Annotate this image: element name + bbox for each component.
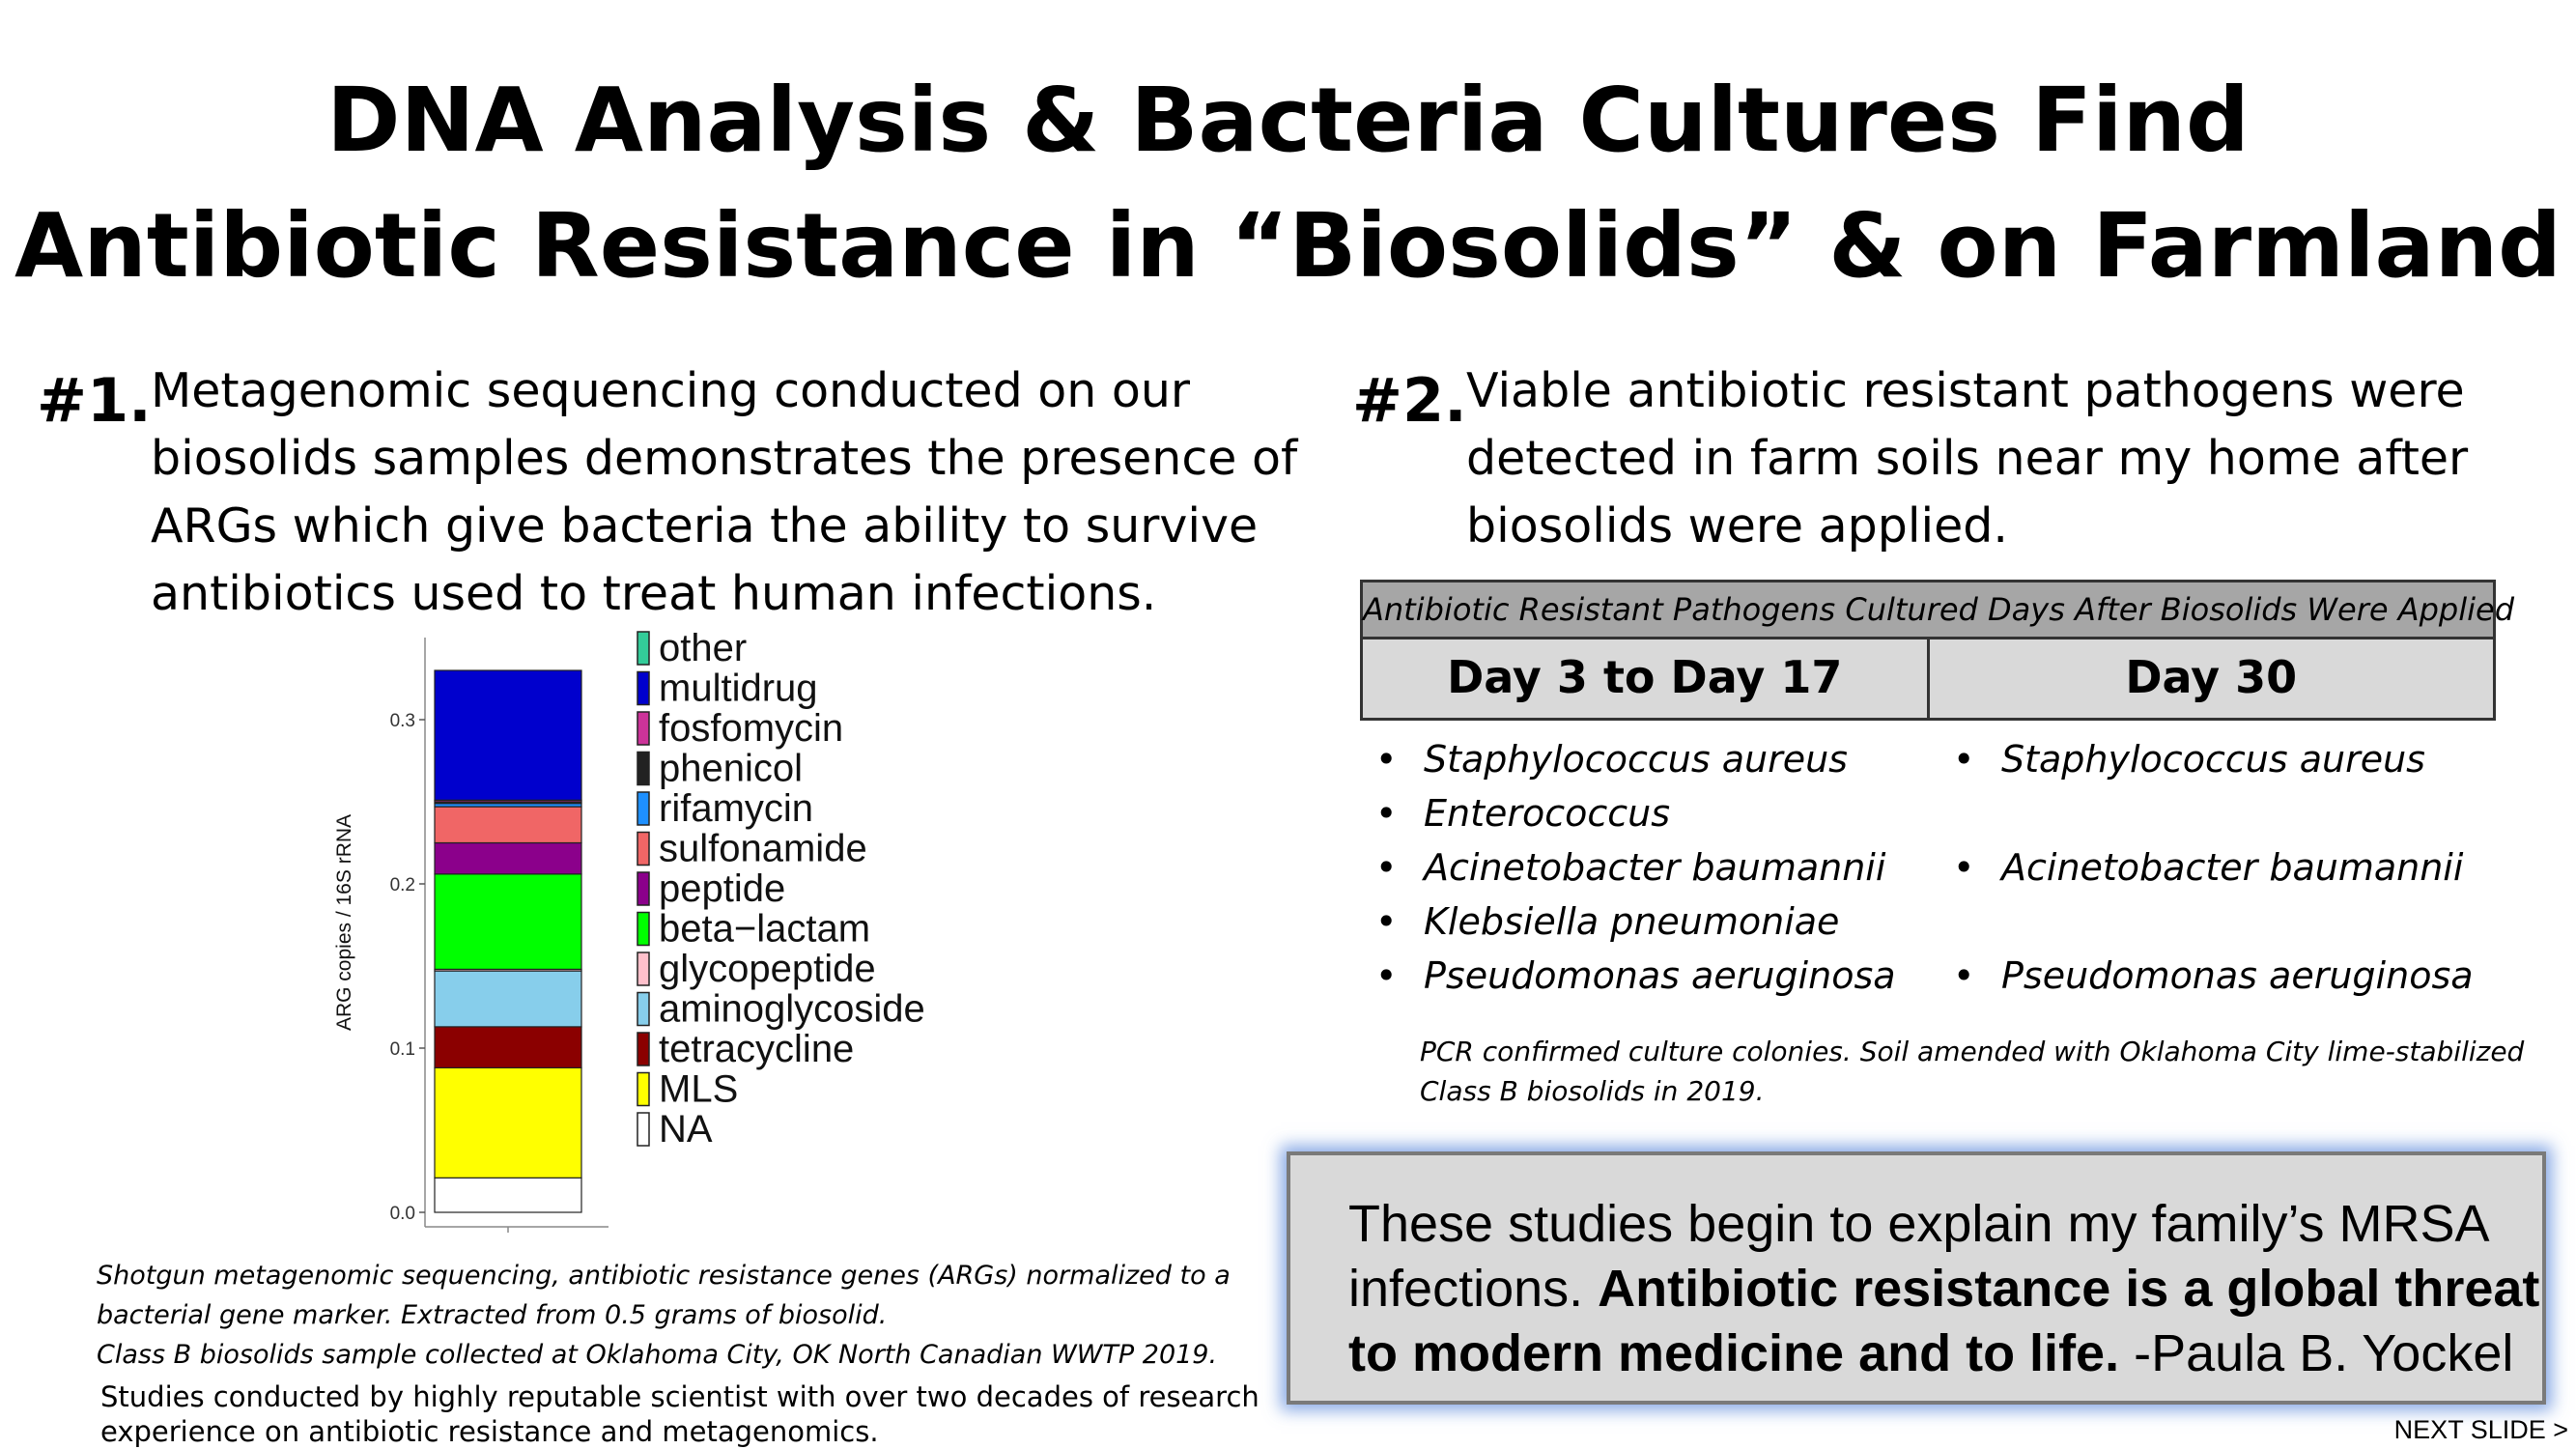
pathogen-table-header: Antibiotic Resistant Pathogens Cultured Days After Biosolids Were Applied [1360, 580, 2496, 639]
section-2-line: Viable antibiotic resistant pathogens were [1466, 363, 2465, 418]
pathogen-item [1375, 949, 1896, 1003]
pathogen-name: Enterococcus [1424, 792, 1671, 835]
pathogen-list-day30 [1953, 732, 2474, 1003]
legend-swatch [637, 952, 649, 985]
legend-swatch [637, 792, 649, 825]
bullet-icon: • [1375, 738, 1398, 781]
bullet-icon: • [1953, 738, 1975, 781]
caption-line: Class B biosolids sample collected at Oklahoma City, OK North Canadian WWTP 2019. [97, 1340, 1218, 1370]
section-1-text [151, 357, 1297, 628]
bar-segment [435, 1067, 581, 1178]
bullet-icon: • [1953, 846, 1975, 889]
section-1-number: #1. [37, 365, 152, 436]
legend-label: other [659, 627, 748, 669]
section-2-line: biosolids were applied. [1466, 498, 2008, 554]
section-1-line: biosolids samples demonstrates the presence of [151, 431, 1298, 486]
bar-segment [435, 843, 581, 874]
pathogen-table [1360, 580, 2515, 721]
caption-line: bacterial gene marker. Extracted from 0.5 grams of biosolid. [97, 1300, 888, 1330]
chart-caption [97, 1256, 1231, 1375]
bullet-icon: • [1375, 954, 1398, 997]
legend-swatch [637, 753, 649, 785]
arg-stacked-bar-chart [319, 618, 976, 1251]
bar-segment [435, 670, 581, 800]
pcr-note [1420, 1032, 2524, 1111]
legend-swatch [637, 1113, 649, 1146]
quote-line-2 [1348, 1257, 2542, 1321]
slide-title [0, 58, 2576, 309]
legend-label: beta−lactam [659, 907, 871, 951]
legend-swatch [637, 632, 649, 665]
quote-attribution: -Paula B. Yockel [2119, 1324, 2514, 1382]
section-2-number: #2. [1352, 365, 1467, 436]
y-axis-label: ARG copies / 16S rRNA [333, 813, 355, 1032]
legend-label: MLS [659, 1067, 739, 1111]
y-tick-label: 0.0 [389, 1204, 415, 1224]
legend-label: aminoglycoside [659, 987, 925, 1031]
bar-segment [435, 874, 581, 970]
y-tick-label: 0.1 [389, 1039, 415, 1060]
pathogen-item [1953, 786, 2474, 840]
bullet-icon: • [1953, 954, 1975, 997]
bar-segment [435, 971, 581, 1027]
quote-line-1: These studies begin to explain my family’s MRSA [1348, 1195, 2490, 1253]
y-tick-label: 0.2 [389, 875, 415, 895]
title-line-1: DNA Analysis & Bacteria Cultures Find [326, 69, 2250, 172]
legend-swatch [637, 993, 649, 1026]
pathogen-name: Pseudomonas aeruginosa [2001, 954, 2474, 997]
bar-segment [435, 807, 581, 842]
bullet-icon: • [1375, 900, 1398, 943]
next-slide-link[interactable]: NEXT SLIDE > [2393, 1415, 2568, 1444]
section-1-line: antibiotics used to treat human infections. [151, 566, 1157, 621]
pathogen-name: Acinetobacter baumannii [1424, 846, 1886, 889]
pathogen-item [1953, 895, 2474, 949]
section-2-line: detected in farm soils near my home after [1466, 431, 2469, 486]
legend-swatch [637, 672, 649, 705]
note-line: experience on antibiotic resistance and metagenomics. [100, 1415, 879, 1448]
pathogen-item [1375, 895, 1896, 949]
legend-swatch [637, 1073, 649, 1106]
note-line: Studies conducted by highly reputable scientist with over two decades of research [100, 1380, 1260, 1413]
quote-box [1287, 1151, 2546, 1405]
legend-swatch [637, 1033, 649, 1065]
bar-segment [435, 1178, 581, 1212]
bullet-icon: • [1375, 846, 1398, 889]
legend-label: rifamycin [659, 787, 814, 830]
pathogen-item [1375, 732, 1896, 786]
section-1-line: Metagenomic sequencing conducted on our [151, 363, 1191, 418]
y-tick-label: 0.3 [389, 711, 415, 731]
pathogen-item [1953, 732, 2474, 786]
column-header-day30: Day 30 [1927, 639, 2494, 718]
legend-swatch [637, 913, 649, 946]
pathogen-name: Acinetobacter baumannii [2001, 846, 2464, 889]
bullet-icon: • [1375, 792, 1398, 835]
legend-swatch [637, 712, 649, 745]
legend-label: sulfonamide [659, 827, 867, 870]
pcr-note-line: Class B biosolids in 2019. [1420, 1075, 1765, 1107]
quote-plain-text: infections. [1348, 1260, 1599, 1318]
legend-label: glycopeptide [659, 948, 876, 990]
pathogen-item [1375, 786, 1896, 840]
legend-swatch [637, 833, 649, 866]
quote-line-3 [1348, 1321, 2542, 1386]
pathogen-name: Pseudomonas aeruginosa [1424, 954, 1896, 997]
pathogen-item [1953, 949, 2474, 1003]
legend-label: peptide [659, 867, 786, 910]
pathogen-list-day3-17 [1375, 732, 1896, 1003]
quote-bold-text: Antibiotic resistance is a global threat [1598, 1260, 2540, 1318]
title-line-2: Antibiotic Resistance in “Biosolids” & on Farmland [14, 194, 2562, 298]
legend-label: multidrug [659, 667, 818, 710]
legend-label: phenicol [659, 747, 804, 790]
legend-label: NA [659, 1108, 713, 1151]
legend-label: tetracycline [659, 1028, 855, 1070]
pathogen-name: Staphylococcus aureus [2001, 738, 2425, 781]
pathogen-item [1375, 840, 1896, 895]
pathogen-item [1953, 840, 2474, 895]
pathogen-name: Klebsiella pneumoniae [1424, 900, 1840, 943]
quote-bold-text: to modern medicine and to life. [1348, 1324, 2120, 1382]
legend-swatch [637, 872, 649, 905]
pathogen-name: Staphylococcus aureus [1424, 738, 1848, 781]
section-1-line: ARGs which give bacteria the ability to survive [151, 498, 1259, 554]
section-2-text [1466, 357, 2468, 560]
legend-label: fosfomycin [659, 707, 844, 750]
caption-line: Shotgun metagenomic sequencing, antibiotic resistance genes (ARGs) normalized to a [97, 1261, 1231, 1291]
pcr-note-line: PCR confirmed culture colonies. Soil amended with Oklahoma City lime-stabilized [1420, 1036, 2525, 1067]
column-header-day3-17: Day 3 to Day 17 [1363, 639, 1927, 718]
bar-segment [435, 1027, 581, 1068]
research-note [100, 1379, 1260, 1449]
